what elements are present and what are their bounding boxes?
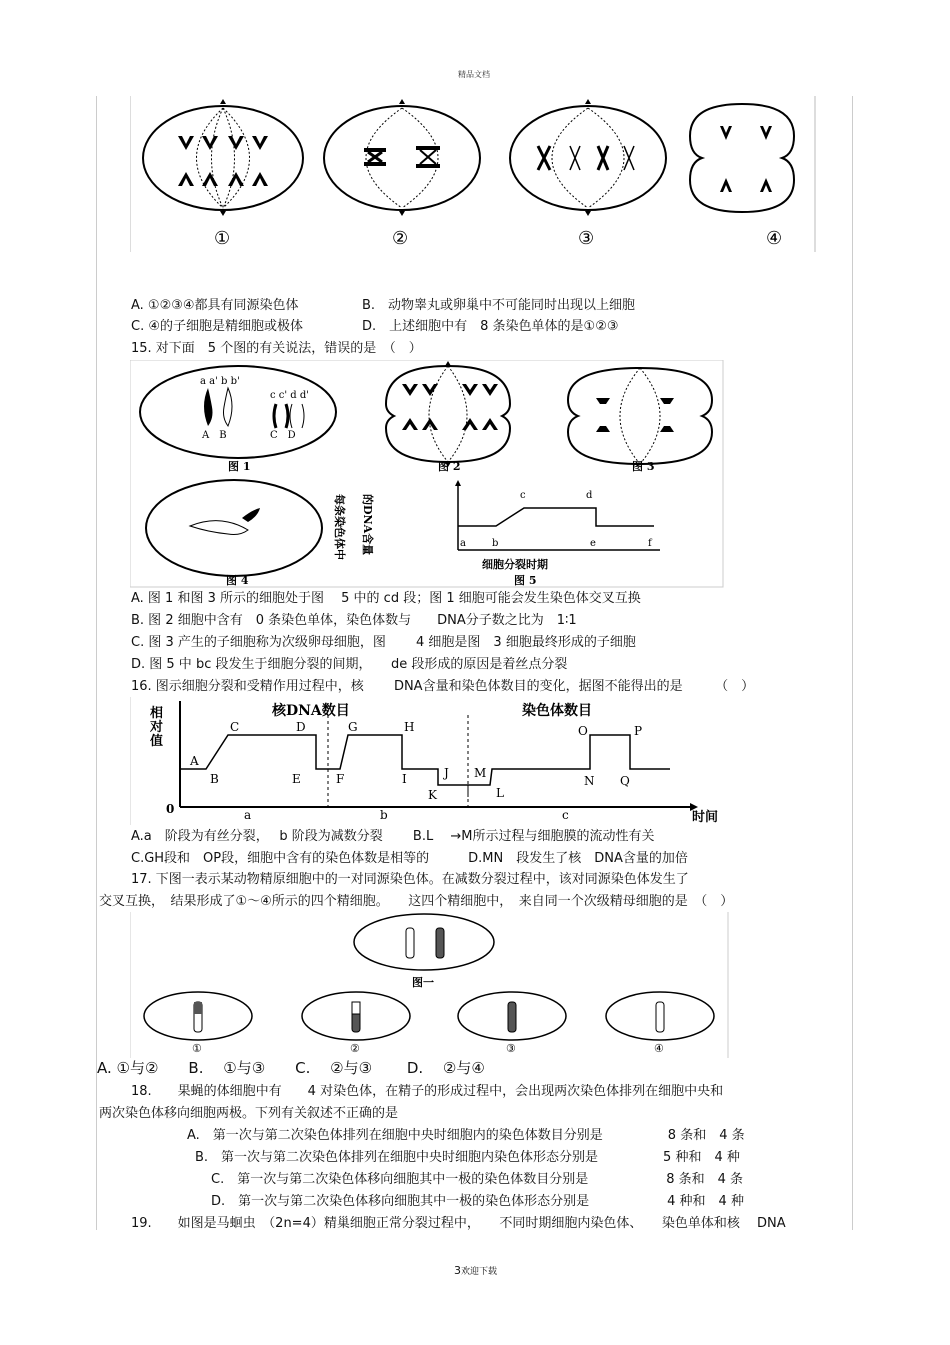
fig5-point-f: f [648, 538, 652, 549]
figure-q15 [130, 360, 724, 588]
fig14-label-4: ④ [766, 228, 783, 249]
q16-point-j: J [444, 766, 449, 780]
q16-point-l: L [496, 786, 504, 800]
q16-point-p: P [634, 724, 643, 738]
fig5-ylabel-a: 每条染色体中 [333, 494, 346, 560]
q16-title-chrom: 染色体数目 [522, 703, 592, 719]
q16-point-b: B [210, 772, 219, 786]
page-footer [454, 1262, 497, 1281]
q16-ylabel-3: 值 [150, 734, 164, 749]
q18-stem-line2: 两次染色体移向细胞两极。下列有关叙述不正确的是 [99, 1106, 399, 1121]
q16-point-h: H [404, 720, 415, 734]
q16-point-k: K [428, 788, 437, 802]
q16-point-a: A [190, 754, 199, 768]
q16-point-n: N [584, 774, 595, 788]
page-header: 精品文档 [458, 70, 490, 79]
q16-point-m: M [474, 766, 487, 780]
fig1-top-left-label: a a' b b' [200, 376, 240, 387]
q18-option-b: B. 第一次与第二次染色体排列在细胞中央时细胞内染色体形态分别是 5 种和 4 种 [195, 1150, 740, 1165]
q17-cell-label-2: ② [350, 1042, 360, 1055]
q17-figure-caption: 图一 [412, 976, 434, 989]
q18-option-c: C. 第一次与第二次染色体移向细胞其中一极的染色体数目分别是 8 条和 4 条 [211, 1172, 744, 1187]
q16-point-g: G [348, 720, 358, 734]
q16-point-e: E [292, 772, 301, 786]
q16-ylabel-1: 相 [150, 706, 164, 721]
fig2-caption: 图 2 [438, 460, 461, 473]
q14-option-a: A. ①②③④都具有同源染色体 [131, 298, 299, 313]
fig14-label-1: ① [214, 228, 231, 249]
fig5-point-c: c [520, 490, 526, 501]
q18-option-a: A. 第一次与第二次染色体排列在细胞中央时细胞内的染色体数目分别是 8 条和 4 条 [187, 1128, 745, 1143]
q15-stem: 15. 对下面 5 个图的有关说法，错误的是 （ ） [131, 341, 422, 356]
q14-option-c: C. ④的子细胞是精细胞或极体 [131, 319, 303, 334]
fig14-label-2: ② [392, 228, 409, 249]
q17-cell-label-1: ① [192, 1042, 202, 1055]
q15-option-b: B. 图 2 细胞中含有 0 条染色单体，染色体数与 DNA分子数之比为 1∶1 [131, 613, 577, 628]
q17-cell-label-3: ③ [506, 1042, 516, 1055]
q15-option-d: D. 图 5 中 bc 段发生于细胞分裂的间期， de 段形成的原因是着丝点分裂 [131, 657, 568, 672]
q17-options: A. ①与② B. ①与③ C. ②与③ D. ②与④ [97, 1059, 485, 1077]
q16-segment-c: c [562, 808, 569, 822]
q16-stem: 16. 图示细胞分裂和受精作用过程中，核 DNA含量和染色体数目的变化，据图不能得出的是 （ ） [131, 679, 755, 694]
q16-origin: 0 [166, 802, 175, 816]
q16-ylabel-2: 对 [150, 720, 164, 735]
q18-stem-line1: 18. 果蝇的体细胞中有 4 对染色体，在精子的形成过程中，会出现两次染色体排列在细胞中央和 [131, 1084, 724, 1099]
figure-q14 [130, 96, 816, 252]
q18-option-d: D. 第一次与第二次染色体移向细胞其中一极的染色体形态分别是 4 种和 4 种 [211, 1194, 744, 1209]
figure-q17 [130, 912, 730, 1058]
q16-segment-b: b [380, 808, 388, 822]
fig1-bottom-right-label: C D [270, 430, 296, 441]
fig3-caption: 图 3 [632, 460, 655, 473]
fig1-bottom-left-label: A B [202, 430, 227, 441]
q16-xlabel: 时间 [692, 810, 719, 825]
q17-stem-line2: 交叉互换， 结果形成了①～④所示的四个精细胞。 这四个精细胞中， 来自同一个次级精母细胞的是 （ ） [99, 894, 734, 909]
q15-option-a: A. 图 1 和图 3 所示的细胞处于图 5 中的 cd 段；图 1 细胞可能会发生染色体交叉互换 [131, 591, 641, 606]
q14-option-d: D. 上述细胞中有 8 条染色单体的是①②③ [362, 319, 619, 334]
q17-stem-line1: 17. 下图一表示某动物精原细胞中的一对同源染色体。在减数分裂过程中，该对同源染色体发生了 [131, 872, 689, 887]
q16-point-f: F [336, 772, 345, 786]
fig5-point-b: b [492, 538, 499, 549]
figure-q16 [130, 697, 742, 825]
q16-title-dna: 核DNA数目 [272, 703, 350, 719]
fig14-label-3: ③ [578, 228, 595, 249]
fig1-caption: 图 1 [228, 460, 251, 473]
q16-point-o: O [578, 724, 588, 738]
q16-option-cd: C.GH段和 OP段，细胞中含有的染色体数是相等的 D.MN 段发生了核 DNA含量的加倍 [131, 851, 688, 866]
q17-cell-label-4: ④ [654, 1042, 664, 1055]
fig5-point-d: d [586, 490, 593, 501]
q14-option-b: B. 动物睾丸或卵巢中不可能同时出现以上细胞 [362, 298, 636, 313]
q19-stem: 19. 如图是马蛔虫 （2n=4）精巢细胞正常分裂过程中， 不同时期细胞内染色体、 染色单体和核 DNA [131, 1216, 786, 1231]
q16-point-q: Q [620, 774, 630, 788]
right-border [852, 96, 853, 1230]
fig5-caption: 图 5 [514, 574, 537, 587]
fig1-top-right-label: c c' d d' [270, 390, 310, 401]
page-number: 3 [454, 1264, 461, 1277]
q15-option-c: C. 图 3 产生的子细胞称为次级卵母细胞，图 4 细胞是图 3 细胞最终形成的子细胞 [131, 635, 636, 650]
q16-option-ab: A.a 阶段为有丝分裂， b 阶段为减数分裂 B.L →M所示过程与细胞膜的流动性有关 [131, 829, 655, 844]
q16-point-d: D [296, 720, 306, 734]
q16-segment-a: a [244, 808, 252, 822]
q16-point-c: C [230, 720, 240, 734]
fig4-caption: 图 4 [226, 574, 249, 587]
fig5-ylabel-b: 的DNA含量 [361, 494, 374, 556]
fig5-point-a: a [460, 538, 466, 549]
fig5-point-e: e [590, 538, 596, 549]
q16-point-i: I [402, 772, 407, 786]
footer-text: 欢迎下载 [461, 1267, 498, 1277]
fig5-xlabel: 细胞分裂时期 [482, 558, 548, 571]
